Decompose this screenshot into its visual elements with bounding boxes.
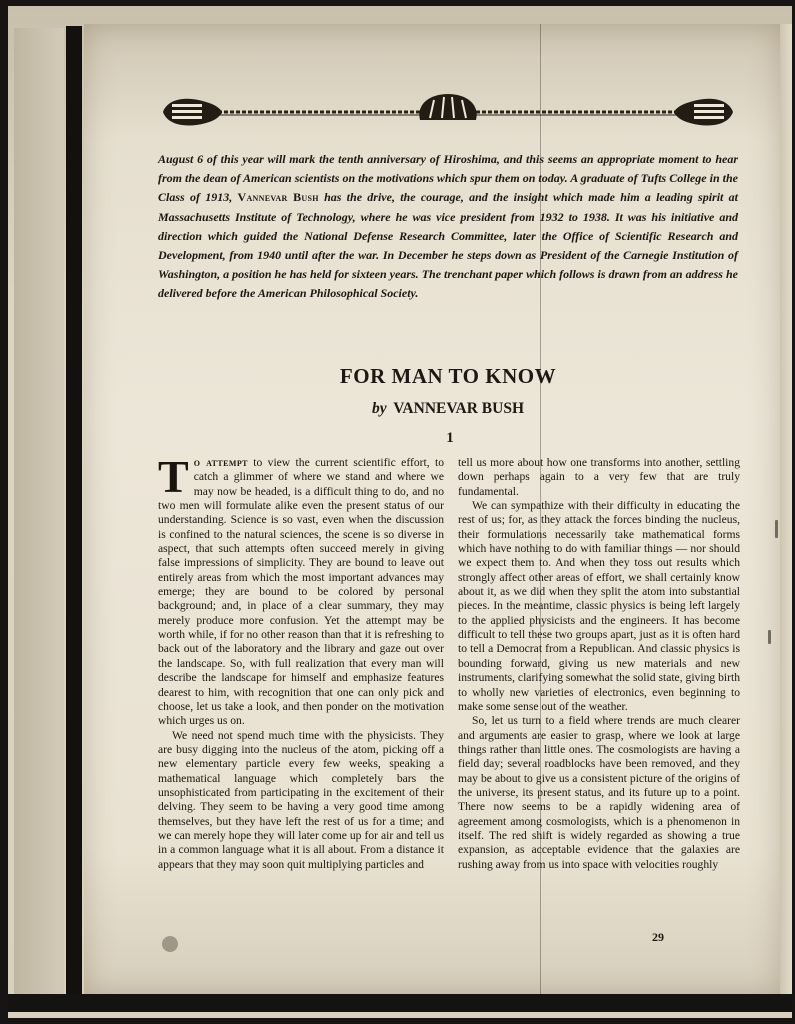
paragraph-text: to view the current scientific effort, to catch a glimmer of where we stand and where we may now be headed, is a difficult thing to do, and no two men will formulate alike even the present status of our understanding. Science is so vast, even when the discussion is confined to the natural sciences, the scene is so diverse in aspect, that such attempts often succeed merely in giving false impressions of simplicity. They are bound to leave out entirely areas from which the most important advances may emerge; they are bound to be colored by personal background; and, in place of a clear summary, they may merely produce more confusion. Yet the attempt may be worth while, if for no other reason than that it is refreshing to back out of the laboratory and the library and gaze out over the landscape. So, with full realization that every man will describe the landscape for himself and emphasize features dearest to him, with recognition that one can only pick and choose, let us take a look, and then ponder on the motivation which urges us on.: [158, 456, 445, 728]
editorial-introduction: [158, 150, 738, 304]
text-column-left: [158, 451, 445, 872]
byline-author: VANNEVAR BUSH: [393, 400, 525, 417]
text-column-right: [458, 456, 740, 872]
paragraph: We need not spend much time with the physicists. They are busy digging into the nucleus of the atom, picking off a new elementary particle every few weeks, speaking a mathematical language which completely bars the unsophisticated from participating in the excitement of their delving. They seem to be having a very good time among themselves, but they have left the rest of us for a time; and we can merely hope they will later come up for air and tell us in a common language what it is all about. From a distance it appears that they may soon quit multiplying particles and: [158, 728, 444, 871]
byline-by: by: [371, 400, 387, 417]
binding-spine: [66, 26, 82, 998]
scan-mark: [775, 520, 778, 538]
paragraph: [158, 451, 445, 729]
scan-mark: [768, 630, 771, 644]
lead-in-small-caps: o attempt: [193, 456, 248, 469]
rope-ornament-icon: [158, 90, 738, 130]
intro-text-part2: has the drive, the courage, and the insight which made him a leading spirit at Massachusetts Institute of Technology, where he was vice president from 1932 to 1938. It was his initiative and direction which guided the National Defense Research Committee, later the Office of Scientific Research and Development, from 1940 until after the war. In December he steps down as President of the Carnegie Institution of Washington, a position he has held for sixteen years. The trenchant paper which follows is drawn from an address he delivered before the American Philosophical Society.: [158, 190, 738, 301]
byline: [158, 400, 738, 418]
page-number: 29: [652, 930, 664, 944]
drop-cap: T: [158, 451, 189, 502]
scan-spot: [162, 936, 178, 952]
section-number: 1: [446, 430, 454, 446]
right-page-edge: [780, 24, 792, 996]
paragraph: We can sympathize with their difficulty in educating the rest of us; for, as they attack the forces binding the nucleus, their formulations necessarily take mathematical forms which have nothing to do with familiar things — nor should we expect them to. And when they toss out results which strongly affect other areas of effort, we shall certainly know about it, as we did when they split the atom into substantial pieces. In the meantime, classic physics is being left largely to the applied physicists and the engineers. It has become difficult to tell these two groups apart, just as it is often hard to tell a Democrat from a Republican. And classic physics is bounding forward, giving us new materials and new instruments, clarifying somewhat the solid state, giving birth to wholly new varieties of electronics, even beginning to make some sense out of the weather.: [458, 499, 740, 713]
intro-author-name: Vannevar Bush: [237, 190, 319, 205]
article-title: FOR MAN TO KNOW: [339, 364, 557, 388]
left-page-margin: [14, 28, 64, 994]
paragraph: tell us more about how one transforms into another, settling down perhaps again to a very few that are truly fundamental.: [458, 456, 740, 498]
intro-text-part1: August 6 of this year will mark the tenth anniversary of Hiroshima, and this seems an appropriate moment to hear from the dean of American scientists on the motivations which spur them on today. A graduate of Tufts College in the Class of 1913,: [158, 152, 738, 205]
bottom-scan-edge: [8, 994, 792, 1012]
paragraph: So, let us turn to a field where trends are much clearer and arguments are easier to grasp, where we look at large things rather than little ones. The cosmologists are having a field day; several roadblocks have been removed, and they may be about to give us a consistent picture of the origins of the universe, its present status, and its future up to a point. There now seems to be a rapidly widening area of agreement among cosmologists, which is a phenomenon in itself. The red shift is widely regarded as showing a true expansion, as acceptable evidence that the galaxies are rushing away from us into space with velocities roughly: [458, 714, 740, 871]
